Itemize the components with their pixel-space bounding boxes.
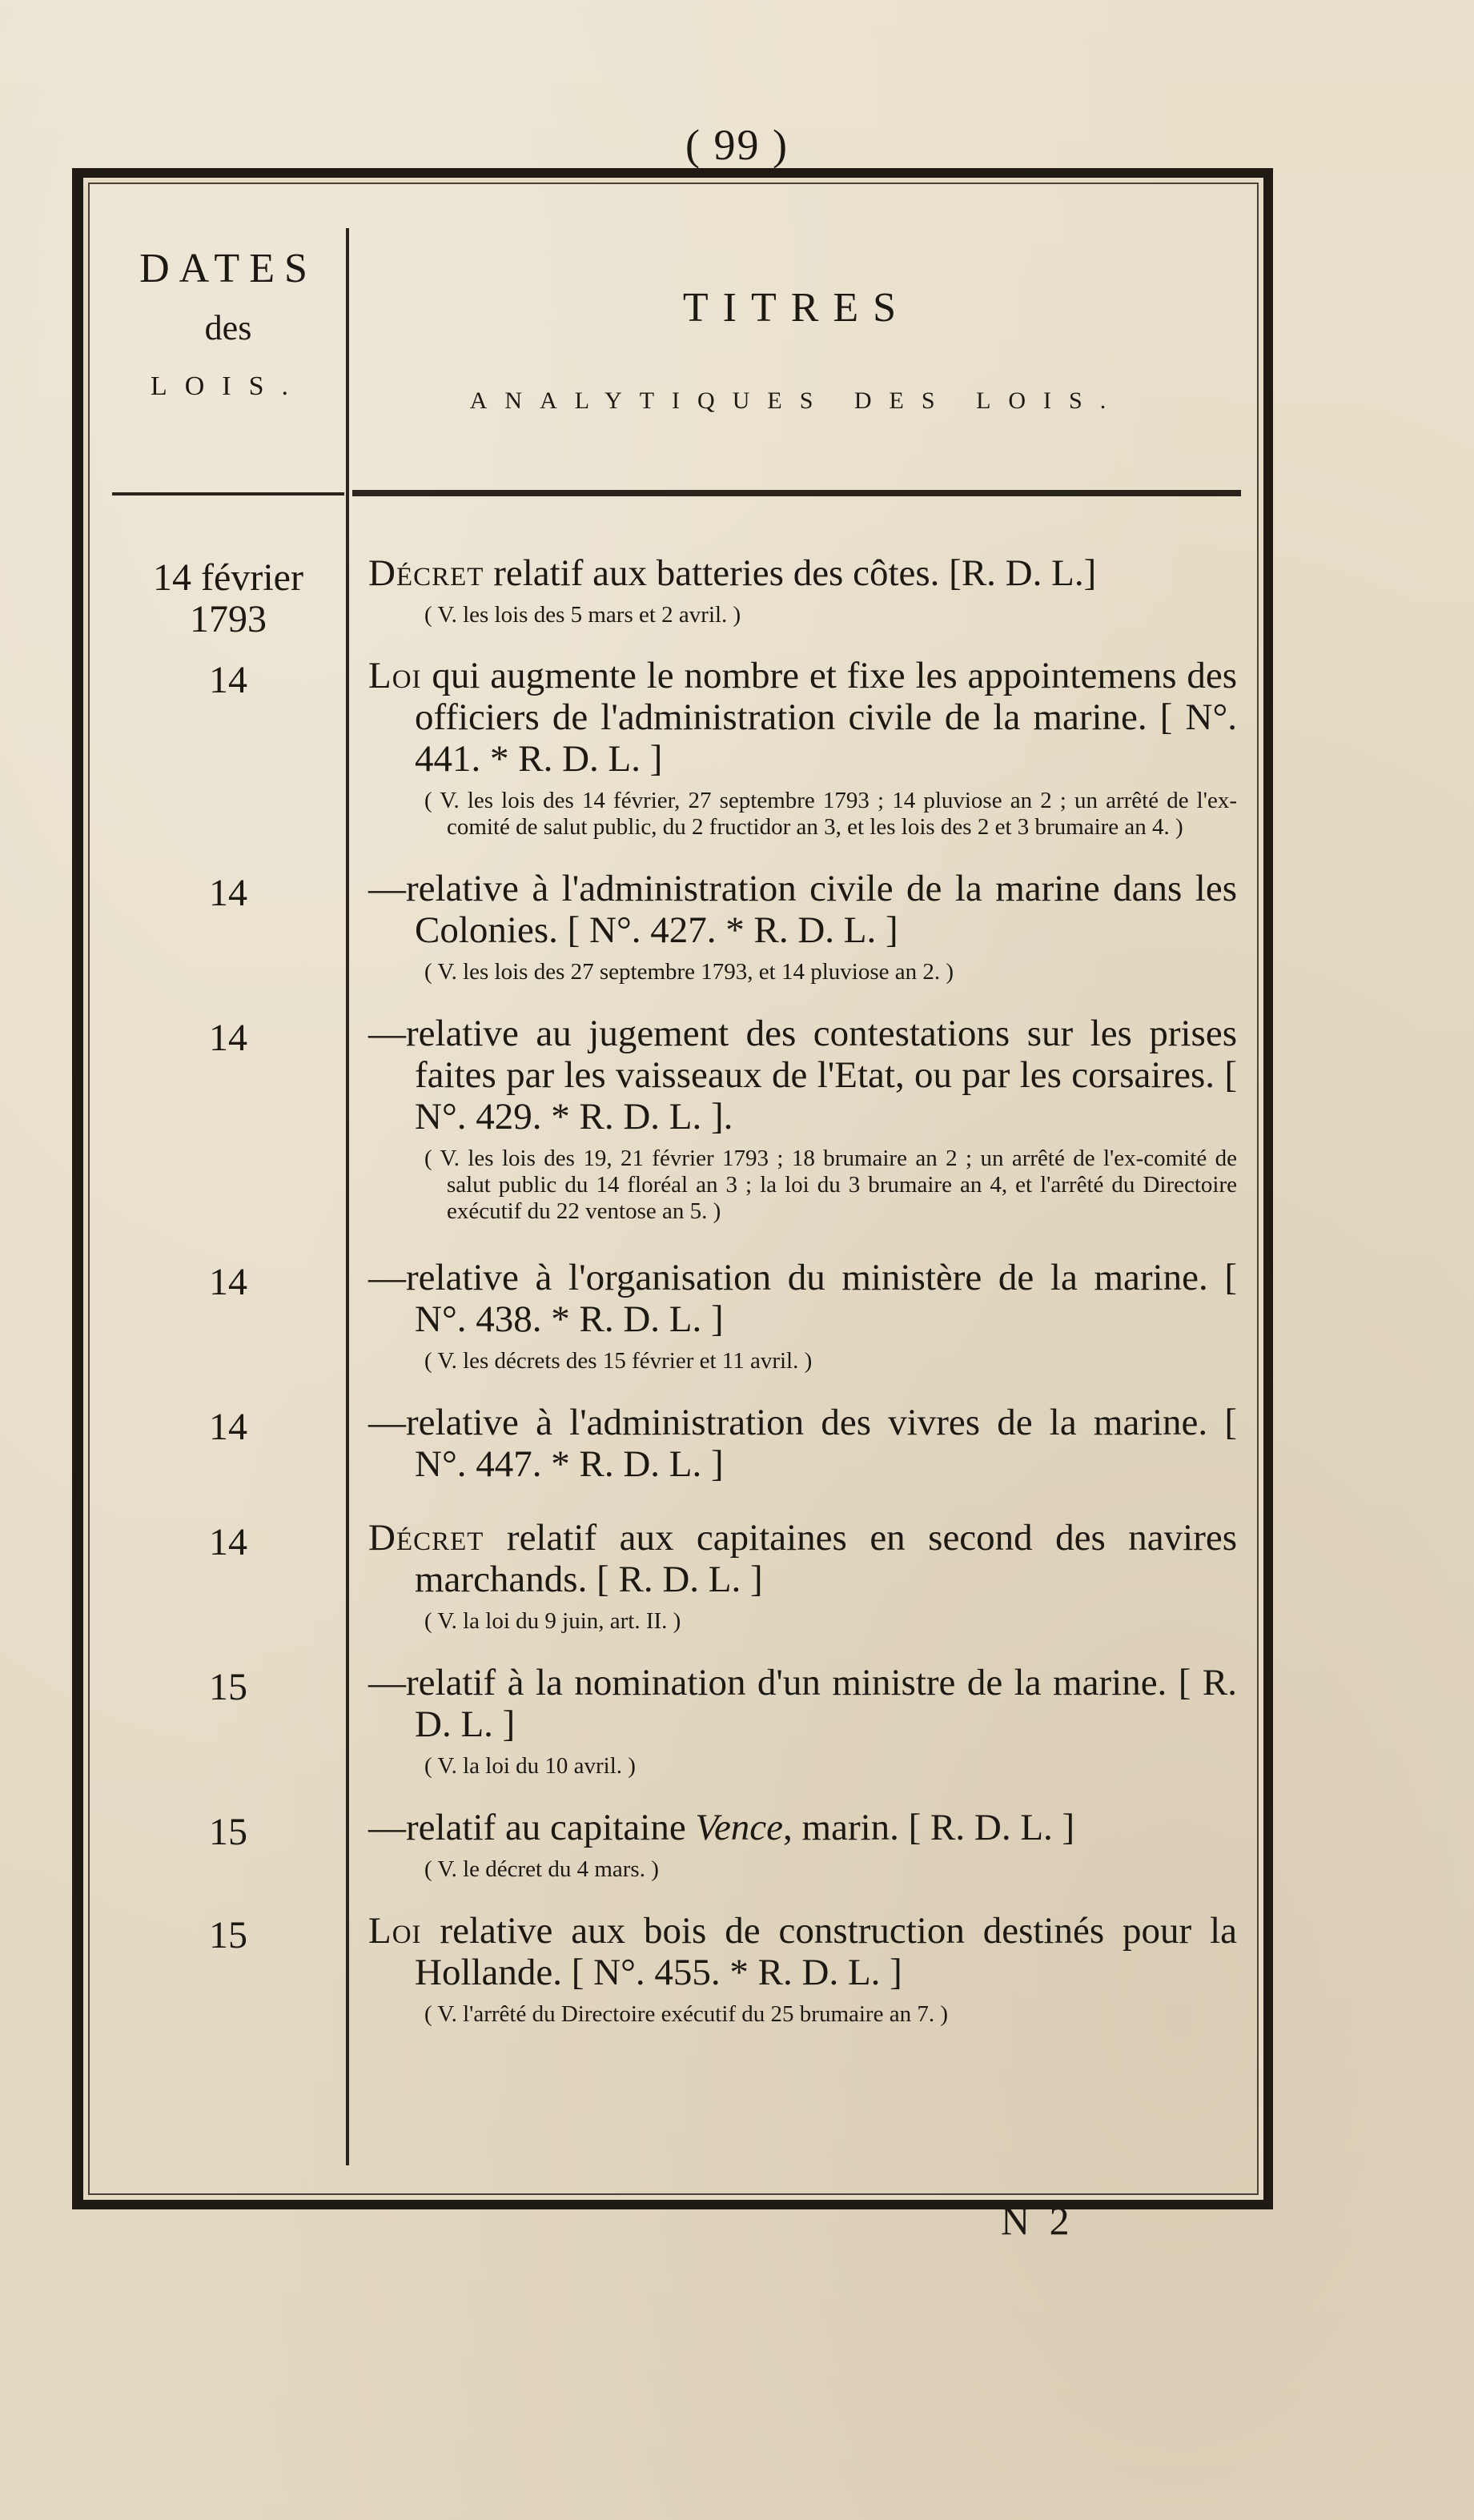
entry-title-text: —relative à l'administration des vivres de la marine. [ N°. 447. * R. D. L. ] [368, 1402, 1237, 1485]
header-titres-line1: TITRES [682, 285, 911, 331]
entry-date: 14 [209, 1017, 247, 1059]
entry-title [368, 868, 1237, 951]
entry-body [344, 552, 1245, 628]
entry-title [368, 1662, 1237, 1745]
entry-title-text: relative aux bois de construction destinés pour la Hollande. [ N°. 455. * R. D. L. ] [415, 1910, 1237, 1993]
entry-body [344, 1910, 1245, 2028]
header-rule-titres [352, 490, 1241, 496]
law-entry [112, 1910, 1245, 2028]
law-entry [112, 1257, 1245, 1374]
entry-title [368, 552, 1237, 594]
law-entry [112, 655, 1245, 841]
entry-note: ( V. les lois des 27 septembre 1793, et 14 pluviose an 2. ) [424, 959, 954, 985]
entry-title [368, 1013, 1237, 1138]
entry-title-text: —relative à l'organisation du ministère de la marine. [ N°. 438. * R. D. L. ] [368, 1257, 1237, 1340]
entry-body [344, 1807, 1245, 1883]
header-rule-dates [112, 492, 344, 496]
law-entry [112, 1402, 1245, 1485]
entry-title-text: —relatif à la nomination d'un ministre de la marine. [ R. D. L. ] [368, 1662, 1237, 1745]
entry-body [344, 655, 1245, 841]
entry-title [368, 1517, 1237, 1600]
entry-body [344, 1402, 1245, 1485]
entry-title-text: relatif aux capitaines en second des navires marchands. [ R. D. L. ] [415, 1517, 1237, 1600]
entry-date: 14 [209, 1261, 247, 1303]
entry-note: ( V. les décrets des 15 février et 11 avril. ) [424, 1348, 813, 1374]
header-titres-line2: ANALYTIQUES DES LOIS. [469, 387, 1124, 414]
entry-date: 14 février 1793 [153, 556, 303, 640]
column-header-dates [112, 248, 344, 400]
entry-note: ( V. les lois des 19, 21 février 1793 ; 18 brumaire an 2 ; un arrêté de l'ex-comité de salut public du 14 floréal an 3 ; la loi du 3 brumaire an 4, et l'arrêté du Directoire exécutif du 22 ventose an 5. ) [424, 1146, 1237, 1224]
entry-title-lead: Décret [368, 1517, 484, 1559]
law-entry [112, 1807, 1245, 1883]
entry-note: ( V. les lois des 5 mars et 2 avril. ) [424, 602, 741, 628]
entry-title-lead: Loi [368, 1910, 422, 1952]
header-dates-line2: des [204, 308, 252, 347]
entry-title-text: —relatif au capitaine [368, 1807, 696, 1848]
entry-title [368, 1910, 1237, 1993]
entry-note: ( V. le décret du 4 mars. ) [424, 1856, 659, 1882]
entry-title-lead: Loi [368, 655, 422, 696]
law-entry [112, 1662, 1245, 1780]
entry-note: ( V. la loi du 10 avril. ) [424, 1753, 636, 1779]
entry-title [368, 1402, 1237, 1485]
entry-title-italic: Vence [695, 1807, 784, 1848]
entry-body [344, 1013, 1245, 1225]
entry-title-text: qui augmente le nombre et fixe les appointemens des officiers de l'administration civile de la marine. [ N°. 441. * R. D. L. ] [415, 655, 1237, 780]
signature-mark: N 2 [1001, 2198, 1074, 2243]
column-header-titres [352, 284, 1241, 415]
entry-body [344, 1662, 1245, 1780]
law-entry [112, 552, 1245, 640]
entry-title [368, 655, 1237, 780]
entry-date: 15 [209, 1914, 247, 1956]
entry-title-lead: Décret [368, 552, 484, 594]
law-entry [112, 1013, 1245, 1225]
law-entry [112, 868, 1245, 985]
entry-title-text: —relative à l'administration civile de la marine dans les Colonies. [ N°. 427. * R. D. L. ] [368, 868, 1237, 951]
entry-body [344, 1257, 1245, 1374]
law-entry [112, 1517, 1245, 1635]
law-entries [112, 552, 1245, 2028]
entry-note: ( V. l'arrêté du Directoire exécutif du 25 brumaire an 7. ) [424, 2001, 948, 2027]
entry-title [368, 1807, 1237, 1848]
entry-title-text: relatif aux batteries des côtes. [R. D. L.] [484, 552, 1097, 594]
entry-date: 14 [209, 1406, 247, 1448]
entry-body [344, 1517, 1245, 1635]
entry-title-text: —relative au jugement des contestations sur les prises faites par les vaisseaux de l'Etat, ou par les corsaires. [ N°. 429. * R. D. L. ]. [368, 1013, 1237, 1138]
entry-date: 15 [209, 1811, 247, 1853]
entry-note: ( V. la loi du 9 juin, art. II. ) [424, 1608, 681, 1634]
header-dates-line3: LOIS. [150, 371, 307, 401]
entry-title-tail: , marin. [ R. D. L. ] [783, 1807, 1075, 1848]
entry-body [344, 868, 1245, 985]
entry-date: 14 [209, 659, 247, 701]
page-number: ( 99 ) [685, 121, 789, 169]
entry-date: 14 [209, 872, 247, 914]
header-dates-line1: DATES [139, 246, 317, 291]
entry-date: 15 [209, 1666, 247, 1708]
entry-title [368, 1257, 1237, 1340]
entry-note: ( V. les lois des 14 février, 27 septembre 1793 ; 14 pluviose an 2 ; un arrêté de l'ex-comité de salut public, du 2 fructidor an 3, et les lois des 2 et 3 brumaire an 4. ) [424, 788, 1237, 840]
entry-date: 14 [209, 1521, 247, 1563]
